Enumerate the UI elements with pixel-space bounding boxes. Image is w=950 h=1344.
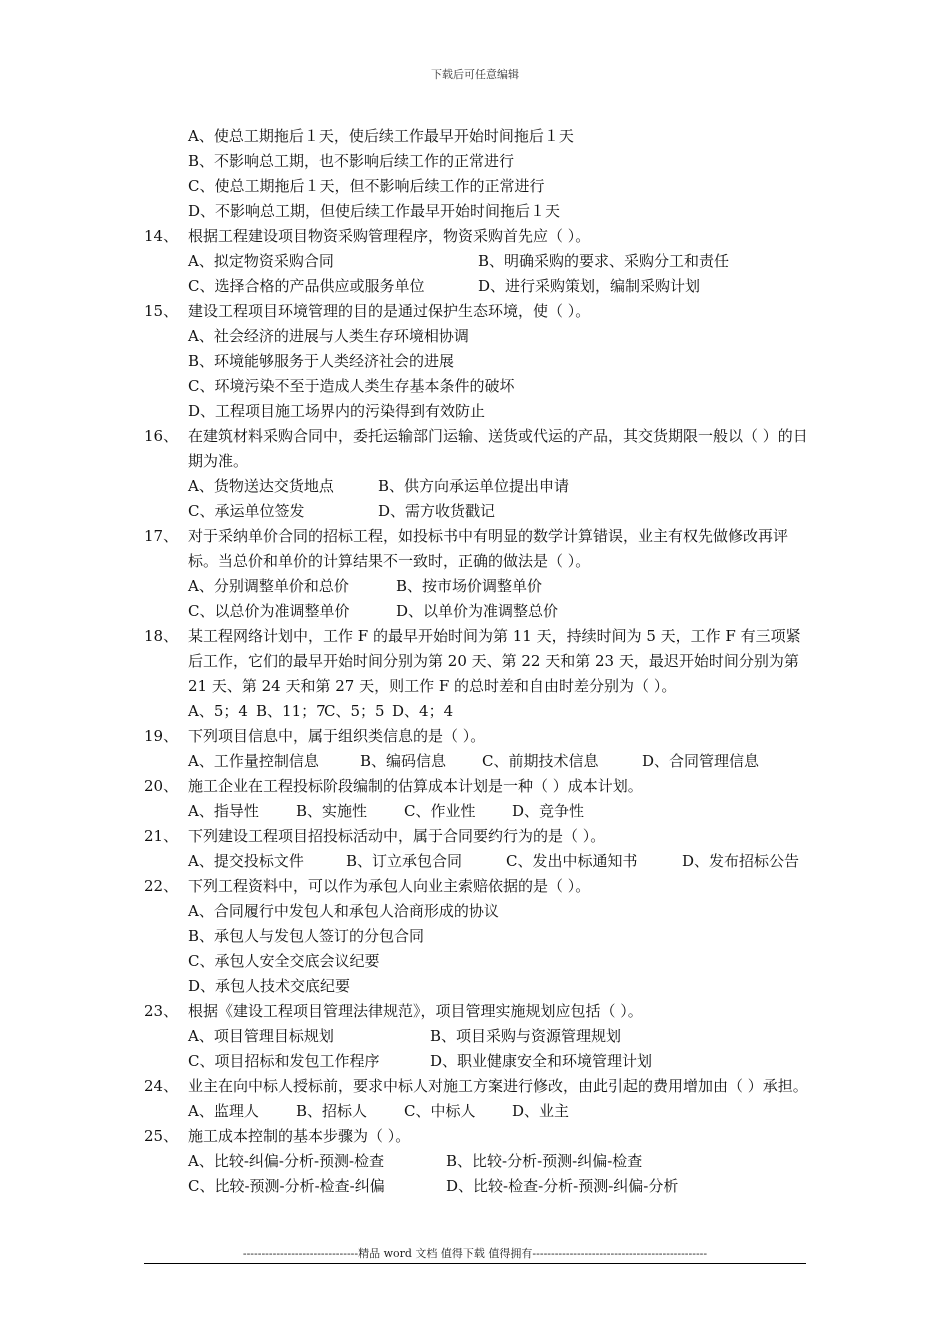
question-number: 17、 (144, 527, 179, 545)
option: A、货物送达交货地点 (188, 477, 334, 495)
question-stem (144, 1074, 814, 1099)
option: B、订立承包合同 (346, 852, 463, 870)
option: C、中标人 (404, 1102, 476, 1120)
option: D、4；4 (392, 702, 454, 720)
option: B、11；7 (256, 702, 326, 720)
option: C、承包人安全交底会议纪要 (188, 952, 380, 970)
option-row (188, 374, 814, 399)
question-text: 根据《建设工程项目管理法律规范》，项目管理实施规划应包括（ ）。 (188, 1002, 643, 1020)
question-number: 23、 (144, 1002, 179, 1020)
option-list (144, 324, 814, 424)
question-block (144, 874, 814, 999)
question-text: 对于采纳单价合同的招标工程，如投标书中有明显的数学计算错误，业主有权先做修改再评标。当总价和单价的计算结果不一致时，正确的做法是（ ）。 (188, 527, 789, 570)
option: C、比较-预测-分析-检查-纠偏 (188, 1177, 385, 1195)
option: D、职业健康安全和环境管理计划 (430, 1052, 653, 1070)
option: B、按市场价调整单价 (396, 577, 543, 595)
option-row (188, 924, 814, 949)
option: B、承包人与发包人签订的分包合同 (188, 927, 425, 945)
page-header: 下载后可任意编辑 (431, 68, 519, 81)
option-row (188, 274, 814, 299)
question-stem (144, 1124, 814, 1149)
option-row (188, 749, 814, 774)
question-number: 21、 (144, 827, 179, 845)
question-number: 24、 (144, 1077, 179, 1095)
option: C、承运单位签发 (188, 502, 305, 520)
option: D、比较-检查-分析-预测-纠偏-分析 (446, 1177, 679, 1195)
option: B、环境能够服务于人类经济社会的进展 (188, 352, 455, 370)
option-list (144, 749, 814, 774)
question-text: 下列建设工程项目招投标活动中，属于合同要约行为的是（ ）。 (188, 827, 606, 845)
option: B、编码信息 (360, 752, 447, 770)
question-number: 16、 (144, 427, 179, 445)
option: D、工程项目施工场界内的污染得到有效防止 (188, 402, 486, 420)
page-footer: -------------------------------精品 word 文档 值得下载 值得拥有----------------------------------------------- (242, 1247, 708, 1260)
question-number: 19、 (144, 727, 179, 745)
question-block (144, 1074, 814, 1124)
option: C、作业性 (404, 802, 476, 820)
question-stem (144, 524, 814, 574)
option: C、项目招标和发包工作程序 (188, 1052, 380, 1070)
option: A、拟定物资采购合同 (188, 252, 334, 270)
option: B、实施性 (296, 802, 368, 820)
question-block (144, 624, 814, 724)
option-d: D、不影响总工期，但使后续工作最早开始时间拖后１天 (188, 202, 561, 220)
question-text: 建设工程项目环境管理的目的是通过保护生态环境，使（ ）。 (188, 302, 591, 320)
option: C、5；5 (324, 702, 385, 720)
question-text: 施工企业在工程投标阶段编制的估算成本计划是一种（ ）成本计划。 (188, 777, 643, 795)
option: A、项目管理目标规划 (188, 1027, 334, 1045)
option: A、提交投标文件 (188, 852, 304, 870)
option: D、承包人技术交底纪要 (188, 977, 351, 995)
option-row (188, 349, 814, 374)
option: B、明确采购的要求、采购分工和责任 (478, 252, 730, 270)
option-list (144, 574, 814, 624)
question-list (144, 124, 814, 1199)
question-stem (144, 999, 814, 1024)
option-row (188, 799, 814, 824)
option: C、发出中标通知书 (506, 852, 638, 870)
option: A、指导性 (188, 802, 259, 820)
option-list (144, 1024, 814, 1074)
question-stem (144, 724, 814, 749)
option-row (188, 699, 814, 724)
question-block (144, 999, 814, 1074)
option: D、需方收货戳记 (378, 502, 496, 520)
question-block (144, 774, 814, 824)
option-list (144, 849, 814, 874)
option: C、环境污染不至于造成人类生存基本条件的破坏 (188, 377, 515, 395)
option: A、5；4 (188, 702, 248, 720)
q13-options (144, 124, 814, 224)
option-row (188, 324, 814, 349)
option-b: B、不影响总工期，也不影响后续工作的正常进行 (188, 152, 515, 170)
option: C、以总价为准调整单价 (188, 602, 350, 620)
question-block (144, 224, 814, 299)
question-stem (144, 299, 814, 324)
question-block (144, 824, 814, 874)
option-a: A、使总工期拖后１天，使后续工作最早开始时间拖后１天 (188, 127, 574, 145)
option-c: C、使总工期拖后１天，但不影响后续工作的正常进行 (188, 177, 545, 195)
option: A、工作量控制信息 (188, 752, 319, 770)
option-row (188, 849, 814, 874)
question-text: 业主在向中标人授标前，要求中标人对施工方案进行修改，由此引起的费用增加由（ ）承担。 (188, 1077, 808, 1095)
option: C、选择合格的产品供应或服务单位 (188, 277, 425, 295)
option-row (188, 949, 814, 974)
option-list (144, 1149, 814, 1199)
question-block (144, 524, 814, 624)
option: A、监理人 (188, 1102, 259, 1120)
option: C、前期技术信息 (482, 752, 599, 770)
question-number: 14、 (144, 227, 179, 245)
question-stem (144, 624, 814, 699)
question-number: 15、 (144, 302, 179, 320)
option: D、进行采购策划，编制采购计划 (478, 277, 701, 295)
question-number: 18、 (144, 627, 179, 645)
question-text: 在建筑材料采购合同中，委托运输部门运输、送货或代运的产品，其交货期限一般以（ ）的日期为准。 (188, 427, 808, 470)
question-stem (144, 774, 814, 799)
option-list (144, 249, 814, 299)
option: D、发布招标公告 (682, 852, 800, 870)
option-row (188, 1049, 814, 1074)
option: B、比较-分析-预测-纠偏-检查 (446, 1152, 643, 1170)
footer-rule (144, 1263, 806, 1264)
question-number: 25、 (144, 1127, 179, 1145)
option-row (188, 1099, 814, 1124)
option-row (188, 399, 814, 424)
option: D、合同管理信息 (642, 752, 760, 770)
question-block (144, 1124, 814, 1199)
option-row (188, 599, 814, 624)
option: B、供方向承运单位提出申请 (378, 477, 570, 495)
question-text: 根据工程建设项目物资采购管理程序，物资采购首先应（ ）。 (188, 227, 591, 245)
option: D、竞争性 (512, 802, 585, 820)
option: D、以单价为准调整总价 (396, 602, 559, 620)
question-stem (144, 224, 814, 249)
option: A、合同履行中发包人和承包人洽商形成的协议 (188, 902, 499, 920)
question-block (144, 299, 814, 424)
option-row (188, 1024, 814, 1049)
question-number: 22、 (144, 877, 179, 895)
question-text: 下列工程资料中，可以作为承包人向业主索赔依据的是（ ）。 (188, 877, 591, 895)
question-number: 20、 (144, 777, 179, 795)
option-row (188, 499, 814, 524)
question-text: 施工成本控制的基本步骤为（ ）。 (188, 1127, 411, 1145)
question-block (144, 424, 814, 524)
option-row (188, 249, 814, 274)
option-row (188, 574, 814, 599)
question-text: 下列项目信息中，属于组织类信息的是（ ）。 (188, 727, 486, 745)
option-list (144, 699, 814, 724)
option-row (188, 899, 814, 924)
option-row (188, 474, 814, 499)
option-row (188, 1174, 814, 1199)
question-stem (144, 824, 814, 849)
questions (144, 224, 814, 1199)
option-list (144, 899, 814, 999)
option: A、分别调整单价和总价 (188, 577, 349, 595)
option: B、项目采购与资源管理规划 (430, 1027, 622, 1045)
question-block (144, 724, 814, 774)
option-row (188, 1149, 814, 1174)
option: D、业主 (512, 1102, 570, 1120)
option-row (188, 974, 814, 999)
option: A、比较-纠偏-分析-预测-检查 (188, 1152, 385, 1170)
question-stem (144, 424, 814, 474)
question-stem (144, 874, 814, 899)
option-list (144, 1099, 814, 1124)
option: B、招标人 (296, 1102, 368, 1120)
option-list (144, 799, 814, 824)
option-list (144, 474, 814, 524)
option: A、社会经济的进展与人类生存环境相协调 (188, 327, 469, 345)
question-text: 某工程网络计划中，工作 F 的最早开始时间为第 11 天，持续时间为 5 天，工作 F 有三项紧后工作，它们的最早开始时间分别为第 20 天、第 22 天和第 23 天，最迟开始时间分别为第 21 天、第 24 天和第 27 天，则工作 F 的总时差和自由时差分别为（ ）。 (188, 627, 801, 695)
